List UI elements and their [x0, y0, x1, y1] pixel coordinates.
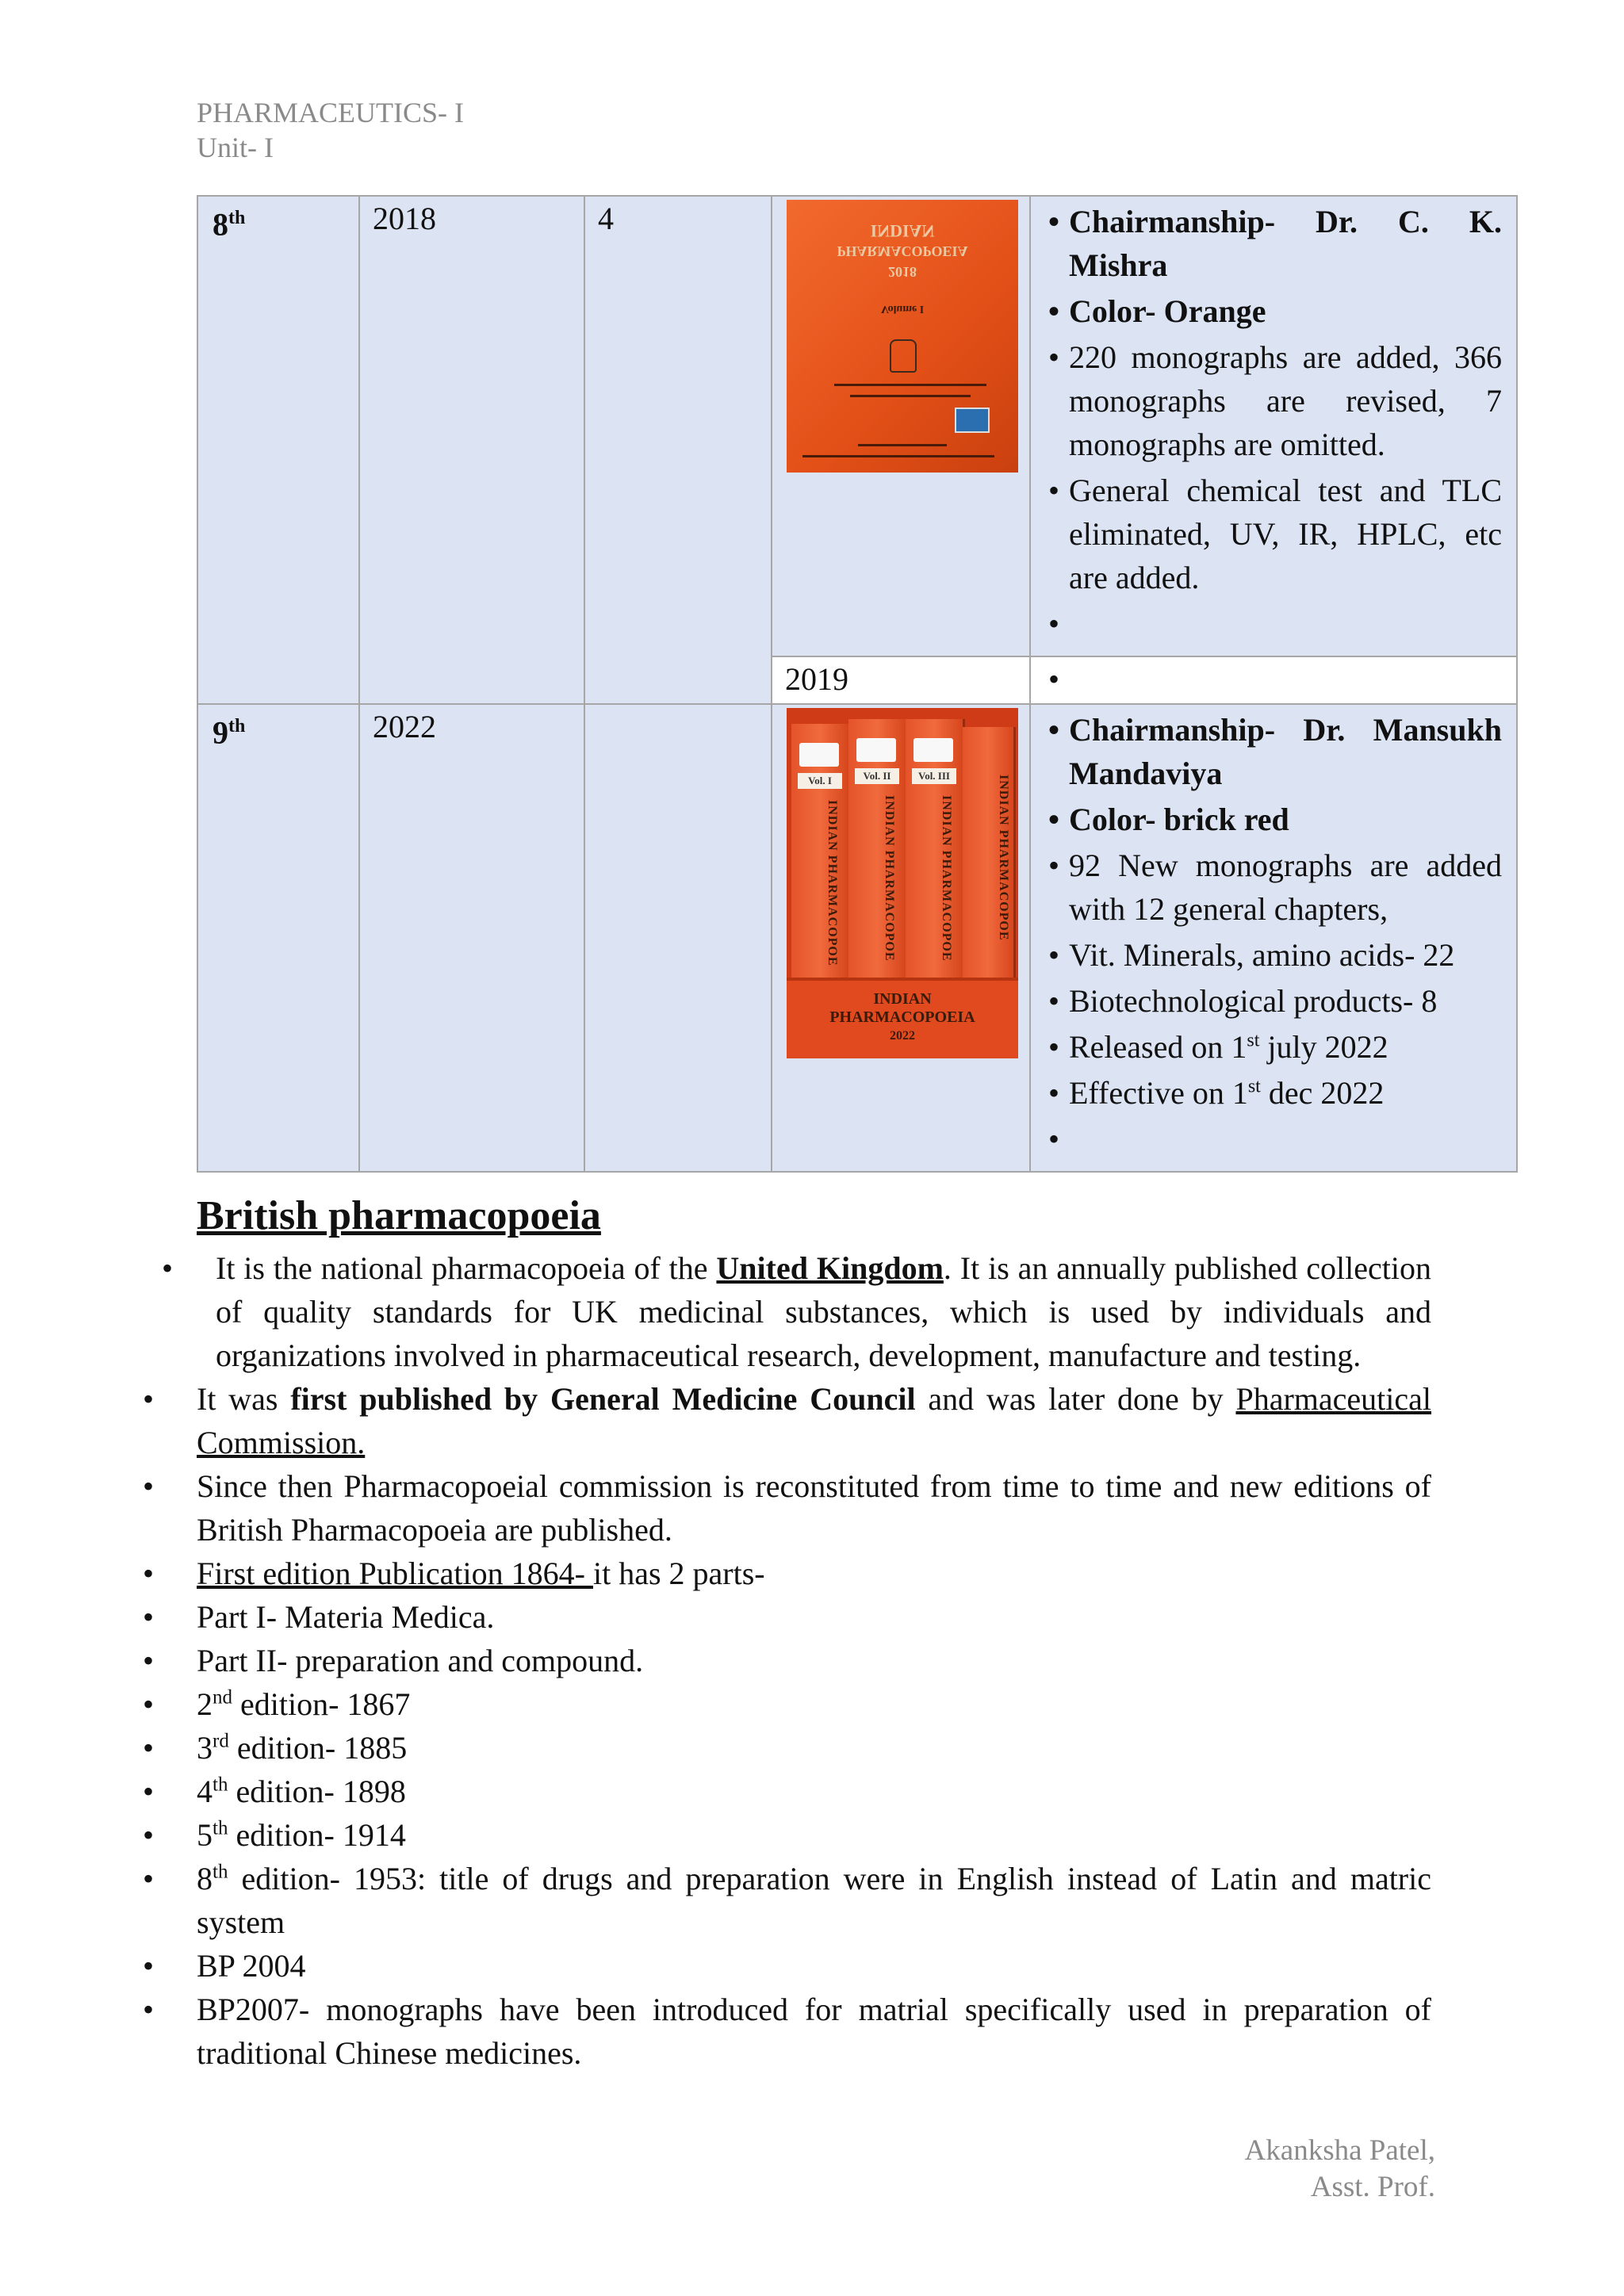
list-item: • Since then Pharmacopoeial commission is reconstituted from time to time and new editions of British Pharmacopoeia are published. [143, 1464, 1431, 1552]
edition-cell: 8th [197, 196, 359, 704]
addendum-year-cell: 2019 [772, 656, 1030, 704]
list-item: • It is the national pharmacopoeia of the United Kingdom. It is an annually published collection of quality standards for UK medicinal substances, which is used by individuals and organizations involved in pharmaceutical research, development, manufacture and testing. [143, 1246, 1431, 1377]
edition-cell: 9th [197, 704, 359, 1172]
list-item: • 8th edition- 1953: title of drugs and preparation were in English instead of Latin and matric system [143, 1857, 1431, 1944]
list-item: • Part I- Materia Medica. [143, 1595, 1431, 1639]
list-item: • Chairmanship- Dr. Mansukh Mandaviya [1048, 708, 1502, 795]
list-item: • Released on 1st july 2022 [1048, 1025, 1502, 1069]
page-header [197, 95, 464, 165]
list-item: • BP2007- monographs have been introduced for matrial specifically used in preparation of traditional Chinese medicines. [143, 1988, 1431, 2075]
list-item: • It was first published by General Medicine Council and was later done by Pharmaceutical Commission. [143, 1377, 1431, 1464]
year-cell: 2018 [359, 196, 584, 704]
details-cell [1030, 704, 1517, 1172]
volumes-cell [584, 704, 772, 1172]
addendum-details-cell [1030, 656, 1517, 704]
section-title: British pharmacopoeia [197, 1193, 601, 1238]
header-unit: Unit- I [197, 132, 274, 163]
table-row-8th [197, 196, 1517, 656]
details-list-9th [1031, 705, 1516, 1171]
emblem-icon [890, 339, 917, 373]
cover-image-cell [772, 196, 1030, 656]
list-item [1048, 1117, 1502, 1161]
list-item: • First edition Publication 1864- it has 2 parts- [143, 1552, 1431, 1595]
table-row-9th [197, 704, 1517, 1172]
page-footer [1245, 2133, 1435, 2206]
display-tray: INDIAN PHARMACOPOEIA 2022 [787, 978, 1018, 1058]
list-item: • Biotechnological products- 8 [1048, 979, 1502, 1023]
list-item: • 220 monographs are added, 366 monographs are revised, 7 monographs are omitted. [1048, 335, 1502, 466]
list-item: • Effective on 1st dec 2022 [1048, 1071, 1502, 1115]
list-item: • 5th edition- 1914 [143, 1813, 1431, 1857]
details-cell [1030, 196, 1517, 656]
list-item: • Color- brick red [1048, 798, 1502, 841]
cover-image-cell [772, 704, 1030, 1172]
author-name: Akanksha Patel, [1244, 2134, 1435, 2167]
details-list-8th [1031, 197, 1516, 656]
list-item: • Part II- preparation and compound. [143, 1639, 1431, 1682]
ipc-logo-icon [955, 408, 990, 433]
list-item [1048, 602, 1502, 645]
united-kingdom-link: United Kingdom [716, 1250, 944, 1286]
british-pharmacopoeia-list [143, 1246, 1431, 2075]
list-item: • 4th edition- 1898 [143, 1770, 1431, 1813]
header-subject: PHARMACEUTICS- I [197, 97, 465, 128]
indian-pharmacopoeia-table [197, 195, 1518, 1173]
list-item: • BP 2004 [143, 1944, 1431, 1988]
ip-2018-cover-image: INDIAN PHARMACOPOEIA 2018 Volume I [787, 200, 1018, 473]
volumes-cell: 4 [584, 196, 772, 704]
list-item: • 2nd edition- 1867 [143, 1682, 1431, 1726]
list-item: • Vit. Minerals, amino acids- 22 [1048, 933, 1502, 977]
list-item: • 92 New monographs are added with 12 general chapters, [1048, 844, 1502, 931]
list-item [1048, 657, 1502, 701]
list-item: • Color- Orange [1048, 289, 1502, 333]
ip-2022-cover-image: Vol. I INDIAN PHARMACOPOE Vol. II INDIAN PHARMACOPOE Vol. III INDIAN PHARMACOPOE INDIAN PHARMACOPOE INDIAN PHARMACOPOEIA 2022 [787, 708, 1018, 1058]
year-cell: 2022 [359, 704, 584, 1172]
list-item: • General chemical test and TLC eliminated, UV, IR, HPLC, etc are added. [1048, 469, 1502, 599]
list-item: • Chairmanship- Dr. C. K. Mishra [1048, 200, 1502, 287]
list-item: • 3rd edition- 1885 [143, 1726, 1431, 1770]
author-title: Asst. Prof. [1310, 2171, 1435, 2203]
